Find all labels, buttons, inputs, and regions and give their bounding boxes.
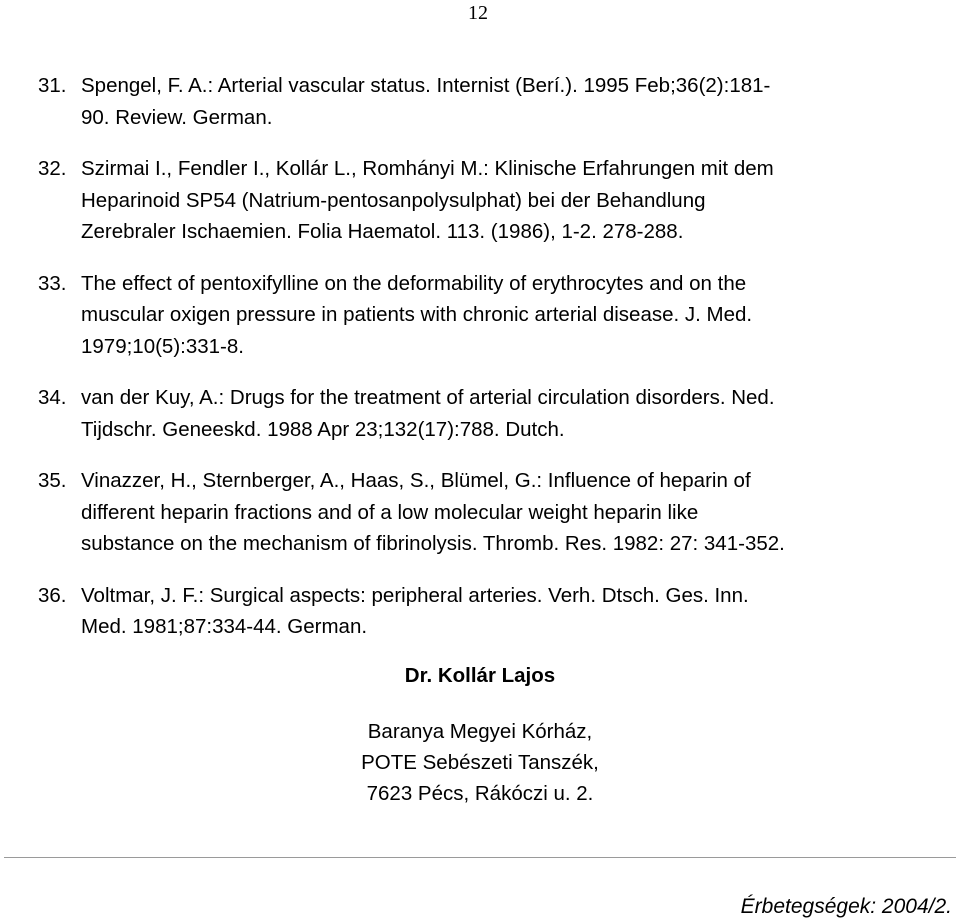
reference-text-line: 90. Review. German. <box>81 105 273 129</box>
reference-item <box>38 465 950 560</box>
address-line: 7623 Pécs, Rákóczi u. 2. <box>366 782 594 805</box>
reference-text-line: substance on the mechanism of fibrinolysis. Thromb. Res. 1982: 27: 341-352. <box>81 532 785 555</box>
reference-text-line: Heparinoid SP54 (Natrium-pentosanpolysulphat) bei der Behandlung <box>81 188 706 212</box>
reference-text-line: Szirmai I., Fendler I., Kollár L., Romhányi M.: Klinische Erfahrungen mit dem <box>81 157 774 180</box>
address-line: Baranya Megyei Kórház, <box>367 720 593 743</box>
reference-number: 33. <box>38 271 67 295</box>
reference-text-line: The effect of pentoxifylline on the deformability of erythrocytes and on the <box>81 271 747 295</box>
reference-text-line: Vinazzer, H., Sternberger, A., Haas, S., Blümel, G.: Influence of heparin of <box>81 469 751 492</box>
reference-number: 32. <box>38 157 67 180</box>
reference-text-line: muscular oxigen pressure in patients with chronic arterial disease. J. Med. <box>81 303 753 326</box>
author-name: Dr. Kollár Lajos <box>404 664 556 687</box>
reference-text-line: Med. 1981;87:334-44. German. <box>81 615 368 638</box>
reference-number: 35. <box>38 469 67 492</box>
reference-text-line: Tijdschr. Geneeskd. 1988 Apr 23;132(17):788. Dutch. <box>81 417 565 441</box>
reference-text-line: van der Kuy, A.: Drugs for the treatment of arterial circulation disorders. Ned. <box>81 386 775 409</box>
page-number: 12 <box>468 2 488 24</box>
reference-item <box>38 153 950 248</box>
reference-item <box>38 70 950 133</box>
journal-footer: Érbetegségek: 2004/2. <box>740 895 952 918</box>
reference-text-line: Voltmar, J. F.: Surgical aspects: peripheral arteries. Verh. Dtsch. Ges. Inn. <box>81 583 749 607</box>
reference-text-line: Spengel, F. A.: Arterial vascular status. Internist (Berí.). 1995 Feb;36(2):181- <box>81 74 771 97</box>
reference-text-line: different heparin fractions and of a low molecular weight heparin like <box>81 500 699 524</box>
reference-number: 31. <box>38 74 67 97</box>
reference-item <box>38 382 950 445</box>
address-line: POTE Sebészeti Tanszék, <box>361 751 599 774</box>
reference-item <box>38 580 950 643</box>
reference-number: 36. <box>38 583 67 607</box>
author-address <box>0 716 960 809</box>
reference-number: 34. <box>38 386 67 409</box>
footer-divider <box>4 857 956 858</box>
reference-item <box>38 268 950 363</box>
reference-text-line: Zerebraler Ischaemien. Folia Haematol. 113. (1986), 1-2. 278-288. <box>81 220 684 243</box>
reference-text-line: 1979;10(5):331-8. <box>81 334 244 358</box>
reference-list <box>38 70 950 663</box>
